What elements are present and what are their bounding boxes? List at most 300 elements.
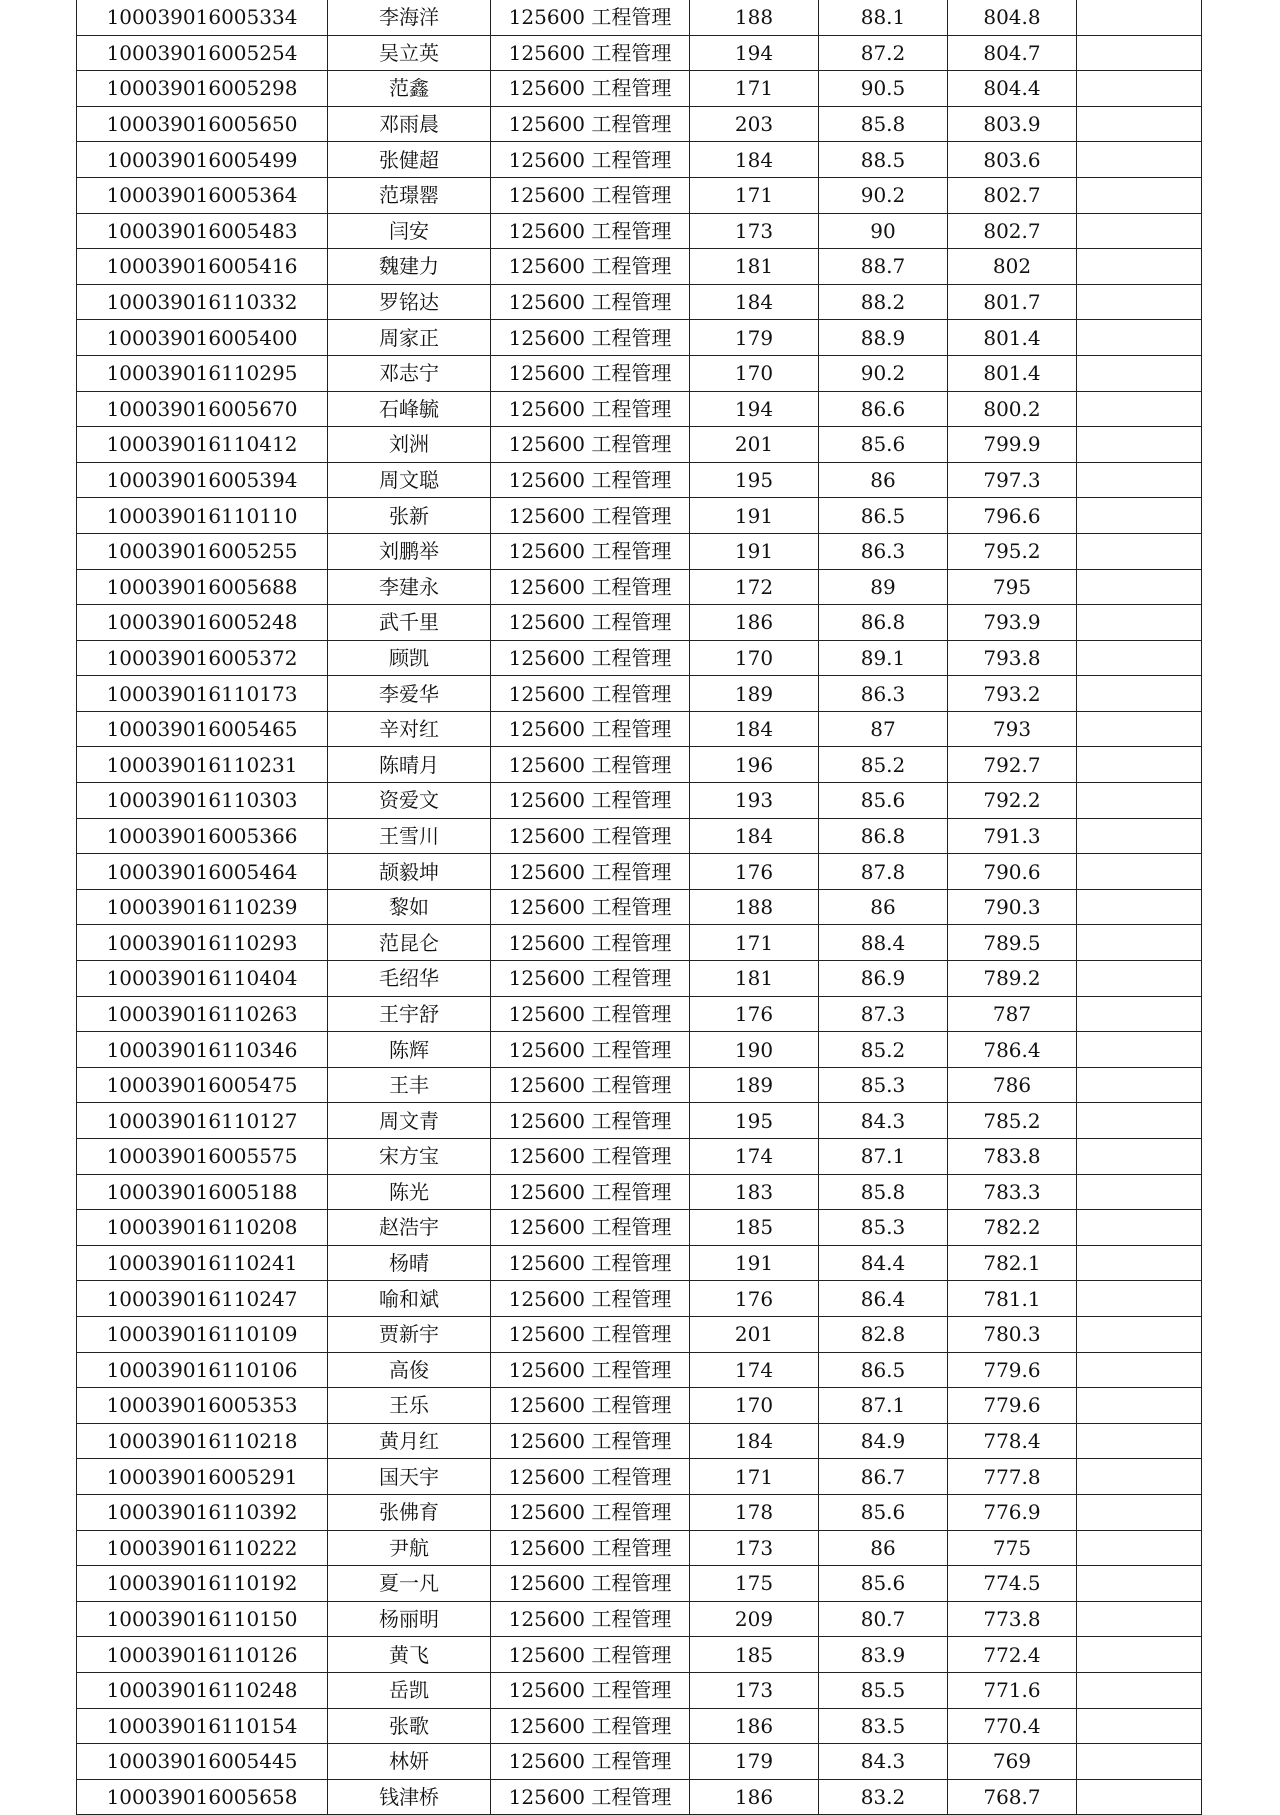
candidate-name-cell: 杨丽明 — [328, 1601, 491, 1637]
candidate-name-cell: 周文聪 — [328, 462, 491, 498]
candidate-name-cell: 尹航 — [328, 1530, 491, 1566]
major-cell: 125600 工程管理 — [491, 355, 690, 391]
candidate-name-cell: 张新 — [328, 498, 491, 534]
interview-score-cell: 85.2 — [819, 747, 948, 783]
major-cell: 125600 工程管理 — [491, 1352, 690, 1388]
candidate-id-cell: 100039016005334 — [77, 0, 328, 35]
candidate-name-cell: 夏一凡 — [328, 1566, 491, 1602]
candidate-name-cell: 贾新宇 — [328, 1316, 491, 1352]
major-cell: 125600 工程管理 — [491, 1423, 690, 1459]
total-score-cell: 801.4 — [948, 355, 1077, 391]
table-row — [77, 1139, 1202, 1175]
table-row — [77, 320, 1202, 356]
candidate-name-cell: 李爱华 — [328, 676, 491, 712]
preliminary-score-cell: 186 — [690, 1708, 819, 1744]
interview-score-cell: 86.5 — [819, 1352, 948, 1388]
total-score-cell: 783.8 — [948, 1139, 1077, 1175]
major-cell: 125600 工程管理 — [491, 1672, 690, 1708]
preliminary-score-cell: 185 — [690, 1210, 819, 1246]
remark-cell — [1077, 1744, 1202, 1780]
interview-score-cell: 83.9 — [819, 1637, 948, 1673]
remark-cell — [1077, 249, 1202, 285]
candidate-name-cell: 赵浩宇 — [328, 1210, 491, 1246]
candidate-id-cell: 100039016110218 — [77, 1423, 328, 1459]
interview-score-cell: 86.8 — [819, 818, 948, 854]
remark-cell — [1077, 0, 1202, 35]
preliminary-score-cell: 181 — [690, 961, 819, 997]
total-score-cell: 770.4 — [948, 1708, 1077, 1744]
table-row — [77, 284, 1202, 320]
preliminary-score-cell: 191 — [690, 498, 819, 534]
total-score-cell: 802.7 — [948, 177, 1077, 213]
interview-score-cell: 85.6 — [819, 1566, 948, 1602]
interview-score-cell: 85.6 — [819, 427, 948, 463]
candidate-id-cell: 100039016110192 — [77, 1566, 328, 1602]
total-score-cell: 801.7 — [948, 284, 1077, 320]
major-cell: 125600 工程管理 — [491, 1210, 690, 1246]
remark-cell — [1077, 177, 1202, 213]
interview-score-cell: 85.2 — [819, 1032, 948, 1068]
candidate-id-cell: 100039016110222 — [77, 1530, 328, 1566]
candidate-name-cell: 王宇舒 — [328, 996, 491, 1032]
total-score-cell: 774.5 — [948, 1566, 1077, 1602]
remark-cell — [1077, 1566, 1202, 1602]
candidate-name-cell: 林妍 — [328, 1744, 491, 1780]
interview-score-cell: 85.3 — [819, 1067, 948, 1103]
table-row — [77, 71, 1202, 107]
total-score-cell: 793.2 — [948, 676, 1077, 712]
candidate-id-cell: 100039016005394 — [77, 462, 328, 498]
total-score-cell: 800.2 — [948, 391, 1077, 427]
table-row — [77, 925, 1202, 961]
total-score-cell: 797.3 — [948, 462, 1077, 498]
major-cell: 125600 工程管理 — [491, 1708, 690, 1744]
candidate-id-cell: 100039016110247 — [77, 1281, 328, 1317]
preliminary-score-cell: 173 — [690, 1530, 819, 1566]
interview-score-cell: 84.3 — [819, 1744, 948, 1780]
score-table-body — [77, 0, 1202, 1815]
interview-score-cell: 86.5 — [819, 498, 948, 534]
remark-cell — [1077, 1459, 1202, 1495]
major-cell: 125600 工程管理 — [491, 854, 690, 890]
total-score-cell: 782.2 — [948, 1210, 1077, 1246]
table-row — [77, 1352, 1202, 1388]
remark-cell — [1077, 1174, 1202, 1210]
total-score-cell: 790.6 — [948, 854, 1077, 890]
interview-score-cell: 88.1 — [819, 0, 948, 35]
interview-score-cell: 86.6 — [819, 391, 948, 427]
table-row — [77, 533, 1202, 569]
total-score-cell: 793.9 — [948, 605, 1077, 641]
candidate-name-cell: 王丰 — [328, 1067, 491, 1103]
table-row — [77, 1708, 1202, 1744]
remark-cell — [1077, 854, 1202, 890]
table-row — [77, 1672, 1202, 1708]
remark-cell — [1077, 1388, 1202, 1424]
candidate-id-cell: 100039016110154 — [77, 1708, 328, 1744]
table-row — [77, 605, 1202, 641]
candidate-name-cell: 高俊 — [328, 1352, 491, 1388]
candidate-id-cell: 100039016110239 — [77, 889, 328, 925]
interview-score-cell: 88.4 — [819, 925, 948, 961]
candidate-name-cell: 魏建力 — [328, 249, 491, 285]
score-table — [76, 0, 1202, 1815]
candidate-id-cell: 100039016005255 — [77, 533, 328, 569]
preliminary-score-cell: 184 — [690, 284, 819, 320]
candidate-id-cell: 100039016005291 — [77, 1459, 328, 1495]
table-row — [77, 996, 1202, 1032]
interview-score-cell: 90.2 — [819, 177, 948, 213]
candidate-name-cell: 黎如 — [328, 889, 491, 925]
candidate-name-cell: 陈光 — [328, 1174, 491, 1210]
candidate-id-cell: 100039016005400 — [77, 320, 328, 356]
major-cell: 125600 工程管理 — [491, 1566, 690, 1602]
candidate-id-cell: 100039016110303 — [77, 783, 328, 819]
preliminary-score-cell: 179 — [690, 320, 819, 356]
major-cell: 125600 工程管理 — [491, 605, 690, 641]
table-row — [77, 783, 1202, 819]
candidate-id-cell: 100039016005366 — [77, 818, 328, 854]
table-row — [77, 961, 1202, 997]
table-row — [77, 142, 1202, 178]
major-cell: 125600 工程管理 — [491, 1032, 690, 1068]
preliminary-score-cell: 195 — [690, 1103, 819, 1139]
table-row — [77, 1032, 1202, 1068]
candidate-id-cell: 100039016110126 — [77, 1637, 328, 1673]
preliminary-score-cell: 195 — [690, 462, 819, 498]
remark-cell — [1077, 1352, 1202, 1388]
major-cell: 125600 工程管理 — [491, 213, 690, 249]
total-score-cell: 779.6 — [948, 1388, 1077, 1424]
table-row — [77, 1103, 1202, 1139]
preliminary-score-cell: 171 — [690, 1459, 819, 1495]
table-row — [77, 498, 1202, 534]
table-row — [77, 1174, 1202, 1210]
preliminary-score-cell: 171 — [690, 177, 819, 213]
candidate-id-cell: 100039016110263 — [77, 996, 328, 1032]
table-row — [77, 1779, 1202, 1815]
candidate-name-cell: 闫安 — [328, 213, 491, 249]
candidate-name-cell: 张歌 — [328, 1708, 491, 1744]
major-cell: 125600 工程管理 — [491, 1316, 690, 1352]
candidate-name-cell: 资爱文 — [328, 783, 491, 819]
candidate-id-cell: 100039016005483 — [77, 213, 328, 249]
interview-score-cell: 87 — [819, 711, 948, 747]
preliminary-score-cell: 191 — [690, 1245, 819, 1281]
remark-cell — [1077, 427, 1202, 463]
major-cell: 125600 工程管理 — [491, 1174, 690, 1210]
total-score-cell: 768.7 — [948, 1779, 1077, 1815]
interview-score-cell: 85.8 — [819, 106, 948, 142]
major-cell: 125600 工程管理 — [491, 462, 690, 498]
preliminary-score-cell: 172 — [690, 569, 819, 605]
interview-score-cell: 82.8 — [819, 1316, 948, 1352]
candidate-name-cell: 岳凯 — [328, 1672, 491, 1708]
remark-cell — [1077, 1316, 1202, 1352]
candidate-id-cell: 100039016110110 — [77, 498, 328, 534]
total-score-cell: 802 — [948, 249, 1077, 285]
preliminary-score-cell: 201 — [690, 1316, 819, 1352]
major-cell: 125600 工程管理 — [491, 961, 690, 997]
interview-score-cell: 86 — [819, 1530, 948, 1566]
table-row — [77, 1601, 1202, 1637]
major-cell: 125600 工程管理 — [491, 320, 690, 356]
table-row — [77, 177, 1202, 213]
preliminary-score-cell: 176 — [690, 854, 819, 890]
candidate-name-cell: 罗铭达 — [328, 284, 491, 320]
candidate-name-cell: 辛对红 — [328, 711, 491, 747]
table-row — [77, 1423, 1202, 1459]
remark-cell — [1077, 1601, 1202, 1637]
major-cell: 125600 工程管理 — [491, 177, 690, 213]
total-score-cell: 777.8 — [948, 1459, 1077, 1495]
table-row — [77, 1530, 1202, 1566]
candidate-id-cell: 100039016110127 — [77, 1103, 328, 1139]
candidate-name-cell: 喻和斌 — [328, 1281, 491, 1317]
preliminary-score-cell: 184 — [690, 818, 819, 854]
remark-cell — [1077, 1067, 1202, 1103]
remark-cell — [1077, 1245, 1202, 1281]
remark-cell — [1077, 676, 1202, 712]
major-cell: 125600 工程管理 — [491, 533, 690, 569]
score-table-page — [76, 0, 1194, 1815]
preliminary-score-cell: 178 — [690, 1494, 819, 1530]
preliminary-score-cell: 175 — [690, 1566, 819, 1602]
candidate-id-cell: 100039016005353 — [77, 1388, 328, 1424]
interview-score-cell: 84.9 — [819, 1423, 948, 1459]
candidate-id-cell: 100039016110392 — [77, 1494, 328, 1530]
preliminary-score-cell: 201 — [690, 427, 819, 463]
candidate-name-cell: 国天宇 — [328, 1459, 491, 1495]
interview-score-cell: 86.3 — [819, 533, 948, 569]
table-row — [77, 747, 1202, 783]
preliminary-score-cell: 170 — [690, 355, 819, 391]
table-row — [77, 640, 1202, 676]
total-score-cell: 776.9 — [948, 1494, 1077, 1530]
candidate-id-cell: 100039016110109 — [77, 1316, 328, 1352]
interview-score-cell: 86.8 — [819, 605, 948, 641]
major-cell: 125600 工程管理 — [491, 427, 690, 463]
preliminary-score-cell: 189 — [690, 676, 819, 712]
table-row — [77, 569, 1202, 605]
remark-cell — [1077, 1032, 1202, 1068]
remark-cell — [1077, 355, 1202, 391]
table-row — [77, 106, 1202, 142]
candidate-name-cell: 钱津桥 — [328, 1779, 491, 1815]
candidate-name-cell: 邓雨晨 — [328, 106, 491, 142]
table-row — [77, 1210, 1202, 1246]
table-row — [77, 1494, 1202, 1530]
table-row — [77, 1637, 1202, 1673]
table-row — [77, 1316, 1202, 1352]
total-score-cell: 801.4 — [948, 320, 1077, 356]
interview-score-cell: 85.6 — [819, 783, 948, 819]
remark-cell — [1077, 142, 1202, 178]
preliminary-score-cell: 176 — [690, 1281, 819, 1317]
candidate-name-cell: 石峰毓 — [328, 391, 491, 427]
remark-cell — [1077, 1139, 1202, 1175]
interview-score-cell: 87.2 — [819, 35, 948, 71]
preliminary-score-cell: 196 — [690, 747, 819, 783]
table-row — [77, 854, 1202, 890]
major-cell: 125600 工程管理 — [491, 1601, 690, 1637]
total-score-cell: 789.2 — [948, 961, 1077, 997]
interview-score-cell: 88.9 — [819, 320, 948, 356]
interview-score-cell: 90.5 — [819, 71, 948, 107]
preliminary-score-cell: 173 — [690, 213, 819, 249]
interview-score-cell: 85.6 — [819, 1494, 948, 1530]
interview-score-cell: 89 — [819, 569, 948, 605]
interview-score-cell: 86.3 — [819, 676, 948, 712]
candidate-name-cell: 范璟罂 — [328, 177, 491, 213]
table-row — [77, 355, 1202, 391]
candidate-id-cell: 100039016110208 — [77, 1210, 328, 1246]
candidate-id-cell: 100039016110404 — [77, 961, 328, 997]
remark-cell — [1077, 284, 1202, 320]
interview-score-cell: 87.1 — [819, 1139, 948, 1175]
remark-cell — [1077, 961, 1202, 997]
remark-cell — [1077, 1103, 1202, 1139]
table-row — [77, 213, 1202, 249]
remark-cell — [1077, 1494, 1202, 1530]
remark-cell — [1077, 1637, 1202, 1673]
candidate-name-cell: 陈晴月 — [328, 747, 491, 783]
remark-cell — [1077, 1423, 1202, 1459]
table-row — [77, 1067, 1202, 1103]
preliminary-score-cell: 183 — [690, 1174, 819, 1210]
major-cell: 125600 工程管理 — [491, 1494, 690, 1530]
preliminary-score-cell: 171 — [690, 71, 819, 107]
total-score-cell: 803.9 — [948, 106, 1077, 142]
interview-score-cell: 86.9 — [819, 961, 948, 997]
total-score-cell: 804.8 — [948, 0, 1077, 35]
remark-cell — [1077, 925, 1202, 961]
preliminary-score-cell: 184 — [690, 142, 819, 178]
preliminary-score-cell: 193 — [690, 783, 819, 819]
remark-cell — [1077, 498, 1202, 534]
candidate-name-cell: 黄月红 — [328, 1423, 491, 1459]
preliminary-score-cell: 189 — [690, 1067, 819, 1103]
candidate-name-cell: 王雪川 — [328, 818, 491, 854]
remark-cell — [1077, 1210, 1202, 1246]
interview-score-cell: 84.4 — [819, 1245, 948, 1281]
candidate-id-cell: 100039016005445 — [77, 1744, 328, 1780]
total-score-cell: 787 — [948, 996, 1077, 1032]
remark-cell — [1077, 711, 1202, 747]
total-score-cell: 804.4 — [948, 71, 1077, 107]
interview-score-cell: 88.5 — [819, 142, 948, 178]
candidate-id-cell: 100039016005465 — [77, 711, 328, 747]
table-row — [77, 391, 1202, 427]
total-score-cell: 789.5 — [948, 925, 1077, 961]
table-row — [77, 1566, 1202, 1602]
candidate-id-cell: 100039016110106 — [77, 1352, 328, 1388]
major-cell: 125600 工程管理 — [491, 711, 690, 747]
interview-score-cell: 88.2 — [819, 284, 948, 320]
candidate-id-cell: 100039016005364 — [77, 177, 328, 213]
preliminary-score-cell: 188 — [690, 889, 819, 925]
remark-cell — [1077, 996, 1202, 1032]
candidate-name-cell: 顾凯 — [328, 640, 491, 676]
major-cell: 125600 工程管理 — [491, 1067, 690, 1103]
candidate-id-cell: 100039016110248 — [77, 1672, 328, 1708]
table-row — [77, 676, 1202, 712]
major-cell: 125600 工程管理 — [491, 1779, 690, 1815]
remark-cell — [1077, 462, 1202, 498]
interview-score-cell: 86 — [819, 889, 948, 925]
candidate-id-cell: 100039016005650 — [77, 106, 328, 142]
interview-score-cell: 87.1 — [819, 1388, 948, 1424]
table-row — [77, 711, 1202, 747]
major-cell: 125600 工程管理 — [491, 1459, 690, 1495]
candidate-name-cell: 范昆仑 — [328, 925, 491, 961]
candidate-name-cell: 周文青 — [328, 1103, 491, 1139]
preliminary-score-cell: 186 — [690, 1779, 819, 1815]
major-cell: 125600 工程管理 — [491, 284, 690, 320]
total-score-cell: 795 — [948, 569, 1077, 605]
candidate-name-cell: 毛绍华 — [328, 961, 491, 997]
preliminary-score-cell: 209 — [690, 1601, 819, 1637]
remark-cell — [1077, 640, 1202, 676]
interview-score-cell: 87.8 — [819, 854, 948, 890]
candidate-name-cell: 宋方宝 — [328, 1139, 491, 1175]
preliminary-score-cell: 194 — [690, 35, 819, 71]
candidate-name-cell: 刘洲 — [328, 427, 491, 463]
table-row — [77, 1245, 1202, 1281]
total-score-cell: 791.3 — [948, 818, 1077, 854]
preliminary-score-cell: 184 — [690, 1423, 819, 1459]
candidate-id-cell: 100039016110173 — [77, 676, 328, 712]
interview-score-cell: 88.7 — [819, 249, 948, 285]
total-score-cell: 786 — [948, 1067, 1077, 1103]
table-row — [77, 889, 1202, 925]
total-score-cell: 796.6 — [948, 498, 1077, 534]
remark-cell — [1077, 533, 1202, 569]
table-row — [77, 818, 1202, 854]
candidate-id-cell: 100039016005499 — [77, 142, 328, 178]
interview-score-cell: 89.1 — [819, 640, 948, 676]
major-cell: 125600 工程管理 — [491, 676, 690, 712]
remark-cell — [1077, 320, 1202, 356]
preliminary-score-cell: 176 — [690, 996, 819, 1032]
total-score-cell: 782.1 — [948, 1245, 1077, 1281]
major-cell: 125600 工程管理 — [491, 0, 690, 35]
major-cell: 125600 工程管理 — [491, 1139, 690, 1175]
major-cell: 125600 工程管理 — [491, 818, 690, 854]
remark-cell — [1077, 71, 1202, 107]
major-cell: 125600 工程管理 — [491, 71, 690, 107]
major-cell: 125600 工程管理 — [491, 783, 690, 819]
remark-cell — [1077, 1779, 1202, 1815]
preliminary-score-cell: 188 — [690, 0, 819, 35]
candidate-name-cell: 杨晴 — [328, 1245, 491, 1281]
candidate-name-cell: 刘鹏举 — [328, 533, 491, 569]
candidate-id-cell: 100039016110332 — [77, 284, 328, 320]
total-score-cell: 780.3 — [948, 1316, 1077, 1352]
interview-score-cell: 90.2 — [819, 355, 948, 391]
major-cell: 125600 工程管理 — [491, 391, 690, 427]
total-score-cell: 773.8 — [948, 1601, 1077, 1637]
total-score-cell: 792.7 — [948, 747, 1077, 783]
major-cell: 125600 工程管理 — [491, 1103, 690, 1139]
remark-cell — [1077, 569, 1202, 605]
table-row — [77, 0, 1202, 35]
major-cell: 125600 工程管理 — [491, 747, 690, 783]
remark-cell — [1077, 106, 1202, 142]
total-score-cell: 790.3 — [948, 889, 1077, 925]
remark-cell — [1077, 747, 1202, 783]
major-cell: 125600 工程管理 — [491, 1744, 690, 1780]
